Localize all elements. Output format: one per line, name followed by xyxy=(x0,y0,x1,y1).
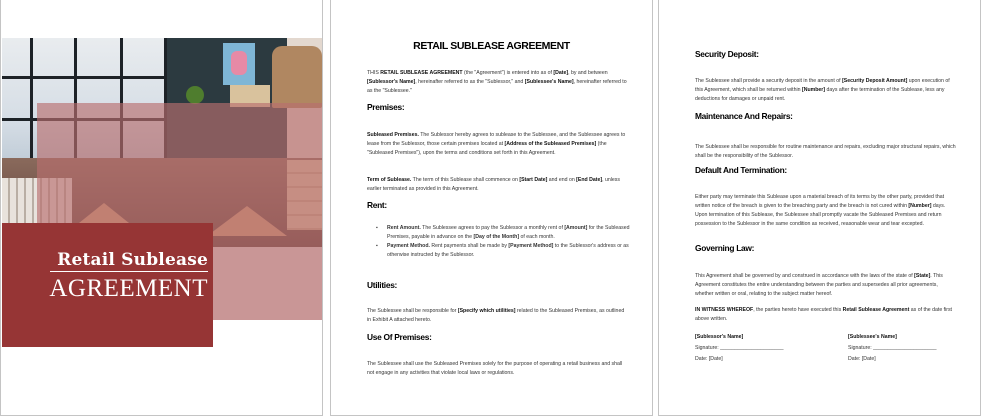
cover-page xyxy=(0,0,323,416)
intro-paragraph: THIS RETAIL SUBLEASE AGREEMENT (the "Agreement") is entered into as of [Date], by and between [Sublessor's Name], hereinafter referred to as the "Sublessor," and [Sublessee's Name], hereinafter referred to as the "Sublessee." xyxy=(367,70,627,95)
sublessor-date: Date: [Date] xyxy=(695,356,723,362)
sublessee-name: [Sublessee's Name] xyxy=(848,334,897,340)
witness-paragraph: IN WITNESS WHEREOF, the parties hereto have executed this Retail Sublease Agreement as of the date first above written. xyxy=(695,307,953,323)
sublessee-signature-block xyxy=(848,332,937,365)
rent-amount-item: ▪ Rent Amount. The Sublessee agrees to pay the Sublessor a monthly rent of [Amount] for the Subleased Premises, payable in advance on the [Day of the Month] of each month. xyxy=(387,224,649,242)
payment-method-item: ▪ Payment Method. Rent payments shall be made by [Payment Method] to the Sublessor's address or as otherwise instructed by the Sublessor. xyxy=(387,242,649,260)
sublessee-date: Date: [Date] xyxy=(848,356,876,362)
sublessor-signature-line: Signature: ______________________ xyxy=(695,345,784,351)
section-heading-use-of-premises: Use Of Premises: xyxy=(367,332,432,342)
utilities-paragraph: The Sublessee shall be responsible for [Specify which utilities] related to the Subleased Premises, as outlined in Exhibit A attached hereto. xyxy=(367,308,625,324)
document-page-2 xyxy=(330,0,653,416)
sublessee-signature-line: Signature: ______________________ xyxy=(848,345,937,351)
document-title: RETAIL SUBLEASE AGREEMENT xyxy=(413,40,570,52)
governing-law-paragraph: This Agreement shall be governed by and construed in accordance with the laws of the state of [State]. This Agreement constitutes the entire understanding between the parties and supersedes all prior agreements, whether written or oral, relating to the subject matter hereof. xyxy=(695,273,943,298)
rent-list xyxy=(367,224,649,260)
section-heading-governing-law: Governing Law: xyxy=(695,243,755,253)
section-heading-premises: Premises: xyxy=(367,102,405,112)
cover-accent-panel xyxy=(213,247,323,320)
section-heading-maintenance: Maintenance And Repairs: xyxy=(695,111,793,121)
term-of-sublease-paragraph: Term of Sublease. The term of this Sublease shall commence on [Start Date] and end on [End Date], unless earlier terminated as provided in this Agreement. xyxy=(367,177,620,193)
cover-title-box xyxy=(2,223,213,347)
cover-title-line1: Retail Sublease xyxy=(50,250,208,272)
subleased-premises-paragraph: Subleased Premises. The Sublessor hereby agrees to sublease to the Sublessee, and the Sublessee agrees to lease from the Sublessor, those certain premises located at [Address of the Subleased Premises] (the "Subleased Premises"), upon the terms and conditions set forth in this Agreement. xyxy=(367,132,626,157)
section-heading-default: Default And Termination: xyxy=(695,165,787,175)
default-termination-paragraph: Either party may terminate this Sublease upon a material breach of its terms by the other party, provided that written notice of the breach is given to the breaching party and the breach is not cured within [Number] days. Upon termination of this Sublease, the Sublessee shall promptly vacate the Subleased Premises and return possession to the Sublessor in the same condition as received, reasonable wear and tear excepted. xyxy=(695,194,946,228)
section-heading-utilities: Utilities: xyxy=(367,280,398,290)
sublessor-signature-block xyxy=(695,332,784,365)
section-heading-security-deposit: Security Deposit: xyxy=(695,49,759,59)
document-page-3 xyxy=(658,0,981,416)
sublessor-name: [Sublessor's Name] xyxy=(695,334,744,340)
section-heading-rent: Rent: xyxy=(367,200,387,210)
use-of-premises-paragraph: The Sublessee shall use the Subleased Premises solely for the purpose of operating a retail business and shall not engage in any activities that violate local laws or regulations. xyxy=(367,361,623,377)
security-deposit-paragraph: The Sublessee shall provide a security deposit in the amount of [Security Deposit Amount] upon execution of this Agreement, which shall be returned within [Number] days after the termination of the Sublease, less any deductions for damages or unpaid rent. xyxy=(695,78,950,103)
maintenance-paragraph: The Sublessee shall be responsible for routine maintenance and repairs, excluding major structural repairs, which shall be the responsibility of the Sublessor. xyxy=(695,144,956,160)
cover-title-line2: AGREEMENT xyxy=(49,275,208,302)
